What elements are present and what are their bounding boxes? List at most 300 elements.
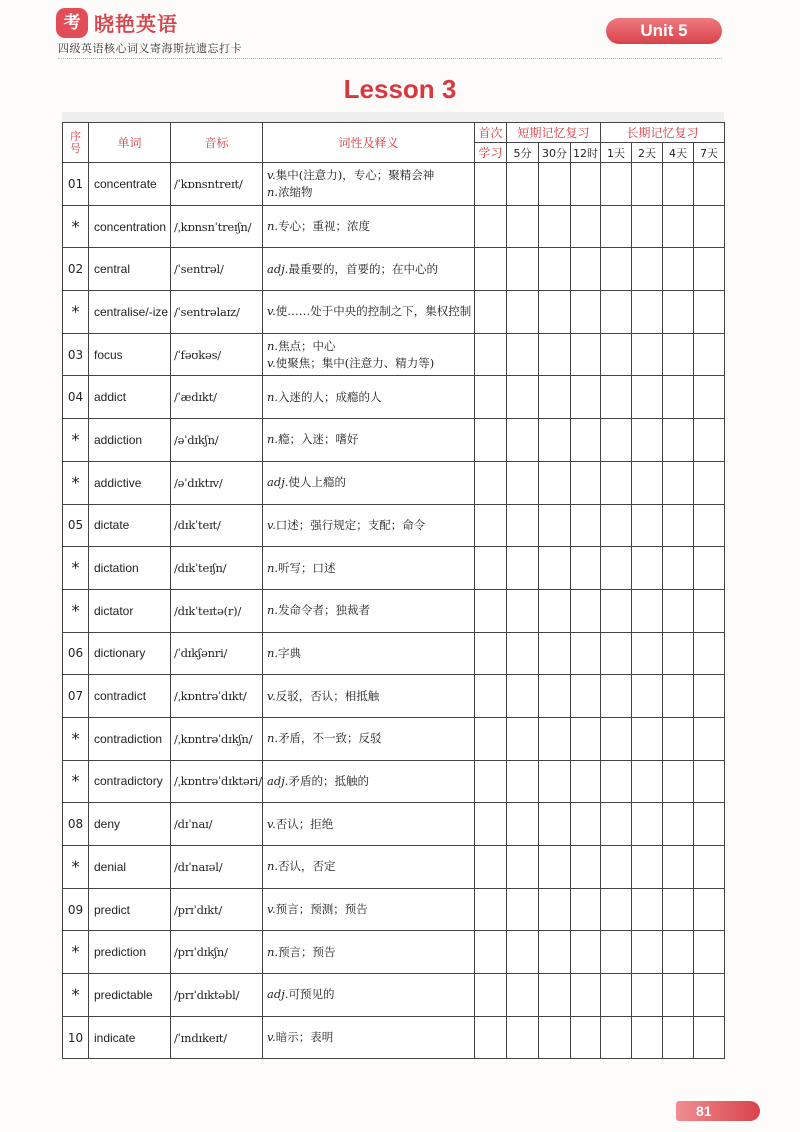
definition-text: 预言；预测；预告: [275, 902, 368, 917]
row-number: 04: [63, 376, 89, 419]
phonetic-cell: /ˌkɒntrəˈdɪktəri/: [171, 760, 263, 803]
review-checkbox[interactable]: [663, 931, 694, 974]
row-number: *: [63, 717, 89, 760]
part-of-speech: v.: [267, 816, 276, 831]
review-checkbox[interactable]: [694, 291, 725, 334]
part-of-speech: v.: [267, 688, 276, 703]
table-row: [63, 717, 725, 760]
review-checkbox[interactable]: [571, 760, 601, 803]
definition-text: 矛盾，不一致；反驳: [278, 731, 382, 746]
review-checkbox[interactable]: [632, 163, 663, 206]
header-interval: 7天: [694, 143, 725, 163]
unit-tab: Unit 5: [606, 18, 722, 44]
review-checkbox[interactable]: [601, 376, 632, 419]
review-checkbox[interactable]: [632, 461, 663, 504]
review-checkbox[interactable]: [539, 461, 571, 504]
word-cell: addiction: [89, 419, 171, 462]
review-checkbox[interactable]: [571, 803, 601, 846]
review-checkbox[interactable]: [601, 803, 632, 846]
table-row: [63, 846, 725, 889]
review-checkbox[interactable]: [632, 419, 663, 462]
review-checkbox[interactable]: [507, 291, 539, 334]
review-checkbox[interactable]: [663, 632, 694, 675]
review-checkbox[interactable]: [571, 163, 601, 206]
review-checkbox[interactable]: [571, 419, 601, 462]
row-number: *: [63, 461, 89, 504]
definition-text: 使人上瘾的: [288, 475, 346, 490]
review-checkbox[interactable]: [632, 248, 663, 291]
review-checkbox[interactable]: [694, 248, 725, 291]
review-checkbox[interactable]: [601, 888, 632, 931]
row-number: *: [63, 974, 89, 1017]
review-checkbox[interactable]: [571, 846, 601, 889]
word-cell: dictate: [89, 504, 171, 547]
lesson-title: Lesson 3: [343, 74, 457, 104]
phonetic-cell: /ˈsentrəl/: [171, 248, 263, 291]
definition-cell: [263, 333, 475, 376]
definition-text: 反驳，否认；相抵触: [275, 688, 380, 703]
review-checkbox[interactable]: [571, 974, 601, 1017]
book-subtitle: 四级英语核心词义寄海斯抗遗忘打卡: [58, 42, 242, 55]
definition-cell: [263, 803, 475, 846]
review-checkbox[interactable]: [507, 931, 539, 974]
review-checkbox[interactable]: [507, 760, 539, 803]
review-checkbox[interactable]: [632, 547, 663, 590]
part-of-speech: adj.: [267, 773, 289, 788]
review-checkbox[interactable]: [571, 717, 601, 760]
phonetic-cell: /ˈɪndɪkeɪt/: [171, 1016, 263, 1059]
definition-cell: [263, 675, 475, 718]
table-row: [63, 974, 725, 1017]
review-checkbox[interactable]: [601, 846, 632, 889]
table-row: [63, 376, 725, 419]
review-checkbox[interactable]: [694, 1016, 725, 1059]
table-row: [63, 205, 725, 248]
review-checkbox[interactable]: [507, 888, 539, 931]
review-checkbox[interactable]: [632, 675, 663, 718]
definition-text: 焦点；中心: [278, 338, 336, 353]
review-checkbox[interactable]: [632, 376, 663, 419]
review-checkbox[interactable]: [663, 846, 694, 889]
review-checkbox[interactable]: [694, 504, 725, 547]
review-checkbox[interactable]: [632, 632, 663, 675]
row-number: *: [63, 760, 89, 803]
review-checkbox[interactable]: [601, 547, 632, 590]
word-cell: predict: [89, 888, 171, 931]
word-cell: concentrate: [89, 163, 171, 206]
review-checkbox[interactable]: [694, 333, 725, 376]
review-checkbox[interactable]: [571, 376, 601, 419]
review-checkbox[interactable]: [507, 376, 539, 419]
definition-text: 口述；强行规定；支配；命令: [275, 517, 426, 532]
header-interval: 1天: [601, 143, 632, 163]
review-checkbox[interactable]: [601, 1016, 632, 1059]
review-checkbox[interactable]: [663, 461, 694, 504]
review-checkbox[interactable]: [663, 1016, 694, 1059]
review-checkbox[interactable]: [539, 632, 571, 675]
first-study-checkbox[interactable]: [475, 846, 507, 889]
review-checkbox[interactable]: [632, 931, 663, 974]
definition-line: [267, 986, 474, 1003]
row-number: *: [63, 931, 89, 974]
review-checkbox[interactable]: [694, 205, 725, 248]
part-of-speech: n.: [267, 603, 279, 618]
review-checkbox[interactable]: [571, 888, 601, 931]
definition-text: 听写；口述: [278, 560, 336, 575]
first-study-checkbox[interactable]: [475, 376, 507, 419]
word-cell: dictator: [89, 589, 171, 632]
first-study-checkbox[interactable]: [475, 205, 507, 248]
phonetic-cell: /dɪˈnaɪ/: [171, 803, 263, 846]
word-cell: denial: [89, 846, 171, 889]
first-study-checkbox[interactable]: [475, 1016, 507, 1059]
part-of-speech: n.: [267, 184, 279, 199]
word-cell: dictation: [89, 547, 171, 590]
table-row: [63, 888, 725, 931]
first-study-checkbox[interactable]: [475, 931, 507, 974]
first-study-checkbox[interactable]: [475, 504, 507, 547]
review-checkbox[interactable]: [601, 931, 632, 974]
review-checkbox[interactable]: [507, 547, 539, 590]
row-number: 10: [63, 1016, 89, 1059]
review-checkbox[interactable]: [571, 675, 601, 718]
table-row: [63, 291, 725, 334]
definition-line: [267, 517, 474, 534]
page-number: 81: [676, 1101, 760, 1121]
review-checkbox[interactable]: [539, 504, 571, 547]
review-checkbox[interactable]: [694, 888, 725, 931]
table-row: [63, 760, 725, 803]
part-of-speech: adj.: [267, 261, 289, 276]
first-study-checkbox[interactable]: [475, 589, 507, 632]
review-checkbox[interactable]: [539, 291, 571, 334]
part-of-speech: v.: [267, 1030, 276, 1045]
review-checkbox[interactable]: [601, 163, 632, 206]
phonetic-cell: /ˌkɒntrəˈdɪkt/: [171, 675, 263, 718]
definition-cell: [263, 931, 475, 974]
header-first-study-top: 首次: [475, 123, 507, 143]
review-checkbox[interactable]: [663, 291, 694, 334]
review-checkbox[interactable]: [571, 461, 601, 504]
definition-cell: [263, 974, 475, 1017]
definition-cell: [263, 461, 475, 504]
review-checkbox[interactable]: [507, 504, 539, 547]
review-checkbox[interactable]: [694, 419, 725, 462]
phonetic-cell: /prɪˈdɪkt/: [171, 888, 263, 931]
review-checkbox[interactable]: [507, 163, 539, 206]
review-checkbox[interactable]: [694, 632, 725, 675]
review-checkbox[interactable]: [663, 760, 694, 803]
review-checkbox[interactable]: [694, 461, 725, 504]
row-number: *: [63, 205, 89, 248]
review-checkbox[interactable]: [694, 760, 725, 803]
first-study-checkbox[interactable]: [475, 974, 507, 1017]
part-of-speech: n.: [267, 560, 279, 575]
review-checkbox[interactable]: [663, 333, 694, 376]
word-cell: addict: [89, 376, 171, 419]
review-checkbox[interactable]: [632, 504, 663, 547]
review-checkbox[interactable]: [507, 846, 539, 889]
review-checkbox[interactable]: [507, 803, 539, 846]
header-seq: 序号: [63, 123, 89, 163]
review-checkbox[interactable]: [632, 974, 663, 1017]
review-checkbox[interactable]: [571, 333, 601, 376]
first-study-checkbox[interactable]: [475, 291, 507, 334]
review-checkbox[interactable]: [539, 589, 571, 632]
review-checkbox[interactable]: [571, 205, 601, 248]
review-checkbox[interactable]: [571, 632, 601, 675]
review-checkbox[interactable]: [663, 974, 694, 1017]
review-checkbox[interactable]: [632, 333, 663, 376]
definition-text: 否认，否定: [278, 859, 336, 874]
review-checkbox[interactable]: [571, 589, 601, 632]
table-row: [63, 419, 725, 462]
review-checkbox[interactable]: [601, 717, 632, 760]
review-checkbox[interactable]: [601, 291, 632, 334]
table-row: [63, 163, 725, 206]
definition-line: [267, 218, 474, 235]
review-checkbox[interactable]: [507, 675, 539, 718]
definition-line: [267, 184, 474, 201]
review-checkbox[interactable]: [663, 717, 694, 760]
review-checkbox[interactable]: [539, 163, 571, 206]
review-checkbox[interactable]: [632, 888, 663, 931]
review-checkbox[interactable]: [507, 589, 539, 632]
review-checkbox[interactable]: [507, 1016, 539, 1059]
review-checkbox[interactable]: [632, 291, 663, 334]
definition-cell: [263, 888, 475, 931]
review-checkbox[interactable]: [507, 419, 539, 462]
review-checkbox[interactable]: [632, 803, 663, 846]
definition-line: [267, 303, 474, 320]
review-checkbox[interactable]: [601, 461, 632, 504]
first-study-checkbox[interactable]: [475, 675, 507, 718]
review-checkbox[interactable]: [694, 163, 725, 206]
review-checkbox[interactable]: [694, 547, 725, 590]
definition-cell: [263, 504, 475, 547]
review-checkbox[interactable]: [663, 675, 694, 718]
definition-text: 可预见的: [288, 987, 335, 1002]
review-checkbox[interactable]: [507, 974, 539, 1017]
review-checkbox[interactable]: [507, 461, 539, 504]
review-checkbox[interactable]: [663, 504, 694, 547]
definition-text: 预言；预告: [278, 944, 336, 959]
word-cell: concentration: [89, 205, 171, 248]
definition-text: 浓缩物: [278, 184, 313, 199]
phonetic-cell: /ˈsentrəlaɪz/: [171, 291, 263, 334]
definition-line: [267, 167, 474, 184]
review-checkbox[interactable]: [601, 205, 632, 248]
review-checkbox[interactable]: [694, 675, 725, 718]
review-checkbox[interactable]: [507, 248, 539, 291]
review-checkbox[interactable]: [694, 931, 725, 974]
first-study-checkbox[interactable]: [475, 248, 507, 291]
review-checkbox[interactable]: [539, 760, 571, 803]
review-checkbox[interactable]: [601, 419, 632, 462]
review-checkbox[interactable]: [632, 760, 663, 803]
definition-cell: [263, 1016, 475, 1059]
first-study-checkbox[interactable]: [475, 717, 507, 760]
review-checkbox[interactable]: [694, 376, 725, 419]
review-checkbox[interactable]: [632, 717, 663, 760]
review-checkbox[interactable]: [507, 632, 539, 675]
definition-line: [267, 431, 474, 448]
review-checkbox[interactable]: [539, 205, 571, 248]
definition-line: [267, 944, 474, 961]
definition-cell: [263, 205, 475, 248]
review-checkbox[interactable]: [539, 888, 571, 931]
part-of-speech: n.: [267, 389, 279, 404]
review-checkbox[interactable]: [663, 205, 694, 248]
review-checkbox[interactable]: [663, 376, 694, 419]
word-cell: prediction: [89, 931, 171, 974]
review-checkbox[interactable]: [507, 717, 539, 760]
header-phonetic: 音标: [171, 123, 263, 163]
definition-text: 最重要的，首要的；在中心的: [288, 261, 438, 276]
review-checkbox[interactable]: [601, 675, 632, 718]
title-band: [62, 112, 724, 122]
definition-cell: [263, 163, 475, 206]
review-checkbox[interactable]: [539, 419, 571, 462]
table-row: [63, 504, 725, 547]
table-row: [63, 248, 725, 291]
row-number: 03: [63, 333, 89, 376]
phonetic-cell: /dɪˈnaɪəl/: [171, 846, 263, 889]
review-checkbox[interactable]: [539, 931, 571, 974]
review-checkbox[interactable]: [694, 846, 725, 889]
review-checkbox[interactable]: [539, 248, 571, 291]
first-study-checkbox[interactable]: [475, 419, 507, 462]
word-cell: predictable: [89, 974, 171, 1017]
review-checkbox[interactable]: [507, 333, 539, 376]
definition-line: [267, 1029, 474, 1046]
review-checkbox[interactable]: [571, 291, 601, 334]
review-checkbox[interactable]: [694, 803, 725, 846]
definition-text: 使……处于中央的控制之下，集权控制: [275, 304, 472, 319]
review-checkbox[interactable]: [663, 803, 694, 846]
review-checkbox[interactable]: [571, 504, 601, 547]
word-cell: dictionary: [89, 632, 171, 675]
first-study-checkbox[interactable]: [475, 547, 507, 590]
word-cell: indicate: [89, 1016, 171, 1059]
table-row: [63, 547, 725, 590]
review-checkbox[interactable]: [663, 589, 694, 632]
review-checkbox[interactable]: [539, 803, 571, 846]
review-checkbox[interactable]: [663, 419, 694, 462]
first-study-checkbox[interactable]: [475, 803, 507, 846]
review-checkbox[interactable]: [632, 589, 663, 632]
header-interval: 2天: [632, 143, 663, 163]
review-checkbox[interactable]: [601, 504, 632, 547]
header-short-term: 短期记忆复习: [507, 123, 601, 143]
phonetic-cell: /prɪˈdɪktəbl/: [171, 974, 263, 1017]
definition-cell: [263, 846, 475, 889]
definition-line: [267, 730, 474, 747]
definition-line: [267, 688, 474, 705]
first-study-checkbox[interactable]: [475, 333, 507, 376]
review-checkbox[interactable]: [539, 717, 571, 760]
part-of-speech: n.: [267, 645, 279, 660]
first-study-checkbox[interactable]: [475, 163, 507, 206]
review-checkbox[interactable]: [539, 376, 571, 419]
definition-text: 入迷的人；成瘾的人: [278, 389, 382, 404]
phonetic-cell: /dɪkˈteɪtə(r)/: [171, 589, 263, 632]
review-checkbox[interactable]: [694, 717, 725, 760]
review-checkbox[interactable]: [507, 205, 539, 248]
part-of-speech: v.: [267, 167, 276, 182]
review-checkbox[interactable]: [663, 163, 694, 206]
first-study-checkbox[interactable]: [475, 888, 507, 931]
word-cell: contradict: [89, 675, 171, 718]
definition-cell: [263, 589, 475, 632]
table-row: [63, 931, 725, 974]
review-checkbox[interactable]: [632, 1016, 663, 1059]
first-study-checkbox[interactable]: [475, 760, 507, 803]
part-of-speech: n.: [267, 859, 279, 874]
header-interval: 12时: [571, 143, 601, 163]
word-cell: contradictory: [89, 760, 171, 803]
definition-text: 字典: [278, 645, 302, 660]
definition-line: [267, 338, 474, 355]
review-checkbox[interactable]: [539, 675, 571, 718]
header-divider: [58, 58, 722, 59]
review-checkbox[interactable]: [601, 974, 632, 1017]
review-checkbox[interactable]: [539, 846, 571, 889]
header-definition: 词性及释义: [263, 123, 475, 163]
review-checkbox[interactable]: [694, 589, 725, 632]
review-checkbox[interactable]: [539, 547, 571, 590]
phonetic-cell: /ˈædɪkt/: [171, 376, 263, 419]
phonetic-cell: /əˈdɪktɪv/: [171, 461, 263, 504]
review-checkbox[interactable]: [539, 974, 571, 1017]
table-row: [63, 675, 725, 718]
review-checkbox[interactable]: [663, 888, 694, 931]
row-number: 02: [63, 248, 89, 291]
review-checkbox[interactable]: [601, 248, 632, 291]
review-checkbox[interactable]: [663, 547, 694, 590]
part-of-speech: v.: [267, 355, 276, 370]
part-of-speech: n.: [267, 432, 279, 447]
review-checkbox[interactable]: [632, 846, 663, 889]
row-number: 05: [63, 504, 89, 547]
review-checkbox[interactable]: [571, 248, 601, 291]
review-checkbox[interactable]: [601, 333, 632, 376]
review-checkbox[interactable]: [601, 760, 632, 803]
row-number: 09: [63, 888, 89, 931]
first-study-checkbox[interactable]: [475, 461, 507, 504]
review-checkbox[interactable]: [632, 205, 663, 248]
review-checkbox[interactable]: [571, 547, 601, 590]
review-checkbox[interactable]: [539, 333, 571, 376]
review-checkbox[interactable]: [571, 1016, 601, 1059]
phonetic-cell: /prɪˈdɪkʃn/: [171, 931, 263, 974]
definition-cell: [263, 376, 475, 419]
definition-line: [267, 645, 474, 662]
phonetic-cell: /ˈkɒnsntreɪt/: [171, 163, 263, 206]
table-row: [63, 803, 725, 846]
review-checkbox[interactable]: [601, 589, 632, 632]
review-checkbox[interactable]: [694, 974, 725, 1017]
review-checkbox[interactable]: [571, 931, 601, 974]
word-cell: focus: [89, 333, 171, 376]
review-checkbox[interactable]: [539, 1016, 571, 1059]
table-row: [63, 589, 725, 632]
brand-name: 晓艳英语: [94, 12, 178, 36]
review-checkbox[interactable]: [601, 632, 632, 675]
first-study-checkbox[interactable]: [475, 632, 507, 675]
review-checkbox[interactable]: [663, 248, 694, 291]
header-interval: 4天: [663, 143, 694, 163]
